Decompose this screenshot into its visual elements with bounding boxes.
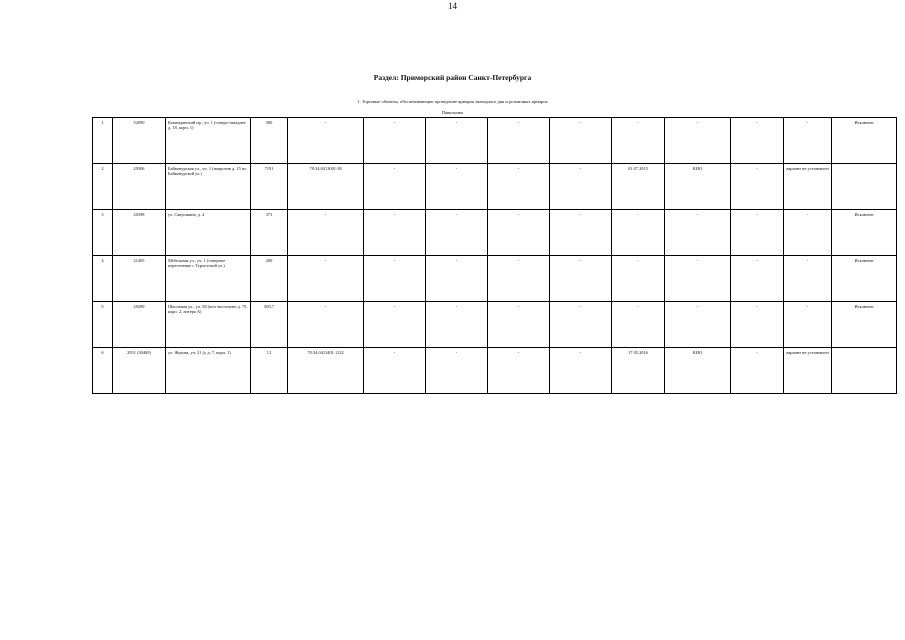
object-code-cell: 2951 (30469): [113, 348, 166, 394]
column-6-cell: -: [426, 256, 488, 302]
note-cell: вариант не установлен: [784, 348, 832, 394]
status-cell: Исключен: [832, 256, 897, 302]
section-subtitle: 1. Торговые объекты, обеспечивающие проведение ярмарок выходного дня и розничных ярмарок: [357, 99, 548, 104]
status-cell: Исключен: [832, 210, 897, 256]
area-cell: 373: [251, 210, 288, 256]
section-title: Раздел: Приморский район Санкт-Петербурга: [373, 73, 532, 82]
column-6-cell: -: [426, 302, 488, 348]
column-7-cell: -: [488, 302, 550, 348]
date-cell: 01.07.2015: [612, 164, 665, 210]
date-cell: -: [612, 302, 665, 348]
column-7-cell: -: [488, 118, 550, 164]
address-cell: Байконурская ул., уч. 1 (напротив д. 15 по Байконурской ул.): [166, 164, 251, 210]
address-cell: Мебельная ул., уч. 1 (северное пересечение с Туристской ул.): [166, 256, 251, 302]
date-cell: -: [612, 210, 665, 256]
column-11-cell: -: [731, 164, 784, 210]
organization-cell: -: [665, 210, 731, 256]
cadastral-number-cell: -: [288, 118, 364, 164]
note-cell: вариант не установлен: [784, 164, 832, 210]
column-11-cell: -: [731, 348, 784, 394]
status-cell: Исключен: [832, 118, 897, 164]
column-8-cell: -: [550, 256, 612, 302]
object-code-cell: 21405: [113, 256, 166, 302]
object-code-cell: 29289: [113, 302, 166, 348]
column-6-cell: -: [426, 118, 488, 164]
table-row: [93, 210, 897, 256]
column-7-cell: -: [488, 210, 550, 256]
object-code-cell: 20398: [113, 210, 166, 256]
column-7-cell: -: [488, 348, 550, 394]
column-11-cell: -: [731, 256, 784, 302]
table-row: [93, 164, 897, 210]
note-cell: -: [784, 118, 832, 164]
column-6-cell: -: [426, 348, 488, 394]
table-row: [93, 348, 897, 394]
table-row: [93, 118, 897, 164]
area-cell: 12: [251, 348, 288, 394]
cadastral-number-cell: 78:34:0413401:1122: [288, 348, 364, 394]
table-row: [93, 302, 897, 348]
row-number-cell: 1: [93, 118, 113, 164]
cadastral-number-cell: 78:34:0413001:38: [288, 164, 364, 210]
area-cell: 500,7: [251, 302, 288, 348]
date-cell: -: [612, 256, 665, 302]
status-cell: [832, 348, 897, 394]
cadastral-number-cell: -: [288, 302, 364, 348]
column-6-cell: -: [426, 210, 488, 256]
column-8-cell: -: [550, 164, 612, 210]
column-5-cell: -: [364, 164, 426, 210]
column-8-cell: -: [550, 210, 612, 256]
object-code-cell: 52090: [113, 118, 166, 164]
address-cell: ул. Жукова, уч. 21 (у д. 7, корп. 1): [166, 348, 251, 394]
column-8-cell: -: [550, 302, 612, 348]
column-8-cell: -: [550, 348, 612, 394]
table-caption: Павильоны: [441, 110, 464, 115]
organization-cell: -: [665, 118, 731, 164]
table-row: [93, 256, 897, 302]
status-cell: [832, 164, 897, 210]
note-cell: -: [784, 302, 832, 348]
column-7-cell: -: [488, 256, 550, 302]
note-cell: -: [784, 210, 832, 256]
column-6-cell: -: [426, 164, 488, 210]
row-number-cell: 5: [93, 302, 113, 348]
area-cell: 300: [251, 118, 288, 164]
address-cell: Школьная ул., уч. 58 (юго-восточнее д. 75, корп. 2, литера А): [166, 302, 251, 348]
row-number-cell: 2: [93, 164, 113, 210]
organization-cell: КИО: [665, 164, 731, 210]
column-5-cell: -: [364, 210, 426, 256]
objects-table: [92, 117, 897, 394]
organization-cell: -: [665, 302, 731, 348]
date-cell: -: [612, 118, 665, 164]
area-cell: 7191: [251, 164, 288, 210]
column-8-cell: -: [550, 118, 612, 164]
area-cell: 200: [251, 256, 288, 302]
date-cell: 17.05.2016: [612, 348, 665, 394]
row-number-cell: 4: [93, 256, 113, 302]
object-code-cell: 29306: [113, 164, 166, 210]
column-7-cell: -: [488, 164, 550, 210]
column-5-cell: -: [364, 256, 426, 302]
column-11-cell: -: [731, 210, 784, 256]
note-cell: -: [784, 256, 832, 302]
column-5-cell: -: [364, 302, 426, 348]
column-11-cell: -: [731, 118, 784, 164]
address-cell: ул. Савушкина, д. 4: [166, 210, 251, 256]
cadastral-number-cell: -: [288, 210, 364, 256]
organization-cell: КИО: [665, 348, 731, 394]
cadastral-number-cell: -: [288, 256, 364, 302]
column-5-cell: -: [364, 348, 426, 394]
page-number: 14: [448, 1, 457, 11]
row-number-cell: 3: [93, 210, 113, 256]
column-11-cell: -: [731, 302, 784, 348]
column-5-cell: -: [364, 118, 426, 164]
status-cell: Исключен: [832, 302, 897, 348]
address-cell: Коменданский пр., уч. 1 (северо-западнее д. 18, корп. 1): [166, 118, 251, 164]
organization-cell: -: [665, 256, 731, 302]
row-number-cell: 6: [93, 348, 113, 394]
